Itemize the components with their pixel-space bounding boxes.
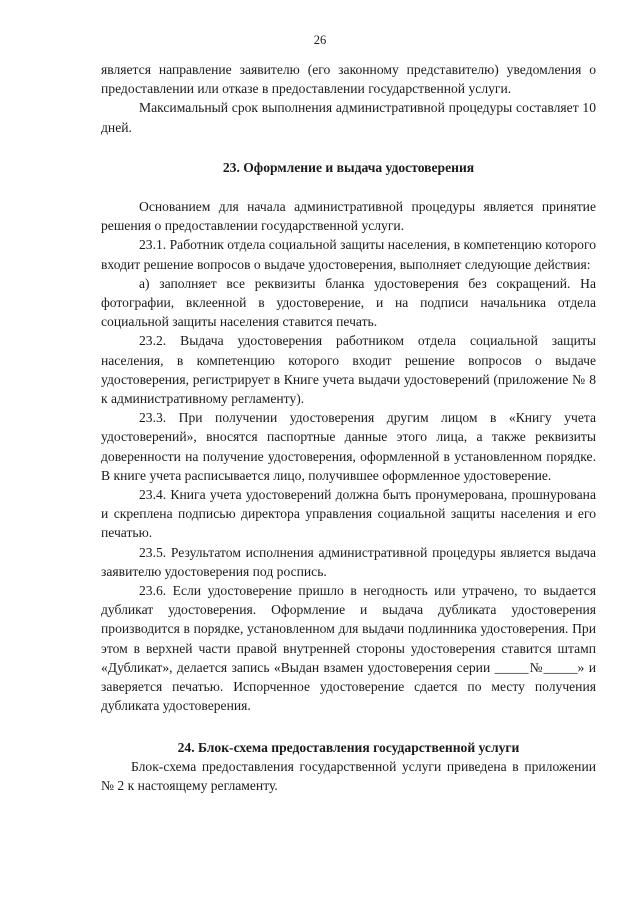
paragraph-23-4: 23.4. Книга учета удостоверений должна быть пронумерована, прошнурована и скреплена подписью директора управления социальной защиты населения и его печатью.	[101, 487, 596, 541]
paragraph-23-3: 23.3. При получении удостоверения другим лицом в «Книгу учета удостоверений», вносятся паспортные данные этого лица, а также реквизиты доверенности на получение удостоверения, оформленной в установленном порядке. В книге учета расписывается лицо, получившее оформленное удостоверение.	[101, 410, 596, 483]
page-number: 26	[313, 33, 327, 47]
paragraph-23-5: 23.5. Результатом исполнения административной процедуры является выдача заявителю удостоверения под роспись.	[101, 544, 596, 579]
paragraph-max-duration: Максимальный срок выполнения административной процедуры составляет 10 дней.	[101, 100, 596, 135]
paragraph-basis: Основанием для начала административной процедуры является принятие решения о предоставлении государственной услуги.	[101, 199, 596, 234]
paragraph-23-6: 23.6. Если удостоверение пришло в негодность или утрачено, то выдается дубликат удостоверения. Оформление и выдача дубликата удостоверения производится в порядке, установленном для выдачи подлинника удостоверения. При этом в верхней части правой внутренней стороны удостоверения ставится штамп «Дубликат», делается запись «Выдан взамен удостоверения серии _____№_____» и заверяется печатью. Испорченное удостоверение сдается по месту получения дубликата удостоверения.	[101, 583, 596, 714]
section-heading-24: 24. Блок-схема предоставления государственной услуги	[177, 739, 520, 755]
section-heading-23: 23. Оформление и выдача удостоверения	[222, 159, 475, 175]
paragraph-23-1: 23.1. Работник отдела социальной защиты населения, в компетенцию которого входит решение вопросов о выдаче удостоверения, выполняет следующие действия:	[101, 237, 596, 272]
paragraph-23-2: 23.2. Выдача удостоверения работником отдела социальной защиты населения, в компетенцию которого входит решение вопросов о выдаче удостоверения, регистрирует в Книге учета выдачи удостоверений (приложение № 8 к административному регламенту).	[101, 333, 596, 407]
paragraph-continuation: является направление заявителю (его законному представителю) уведомления о предоставлении или отказе в предоставлении государственной услуги.	[101, 62, 596, 97]
paragraph-23-1-a: а) заполняет все реквизиты бланка удостоверения без сокращений. На фотографии, вклеенной в удостоверение, и на подписи начальника отдела социальной защиты населения ставится печать.	[101, 275, 596, 330]
paragraph-block-diagram: Блок-схема предоставления государственной услуги приведена в приложении № 2 к настоящему регламенту.	[101, 758, 596, 793]
page-content	[101, 60, 596, 795]
